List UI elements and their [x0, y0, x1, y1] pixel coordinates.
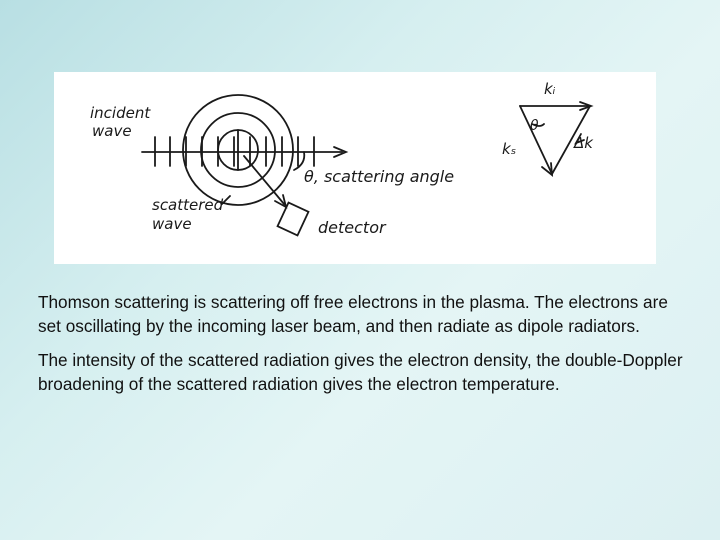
- ks-vector-label: kₛ: [502, 140, 517, 158]
- body-text: [38, 290, 688, 406]
- scattering-angle-label: θ, scattering angle: [304, 167, 455, 186]
- ki-vector-label: kᵢ: [544, 80, 556, 98]
- incident-label-line1: incident: [90, 104, 151, 122]
- diagram-drawing: [54, 72, 656, 264]
- scattering-direction-arrow: [244, 156, 284, 204]
- paragraph-density-temperature: The intensity of the scattered radiation gives the electron density, the double-Doppler broadening of the scattered radiation gives the electron temperature.: [38, 350, 683, 394]
- incident-label-line2: wave: [92, 122, 132, 140]
- detector-label: detector: [318, 218, 386, 237]
- scattered-label-line1: scattered: [152, 196, 224, 214]
- theta-label: θ: [530, 118, 539, 134]
- paragraph-thomson-scattering: Thomson scattering is scattering off free electrons in the plasma. The electrons are set oscillating by the incoming laser beam, and then radiate as dipole radiators.: [38, 292, 668, 336]
- scattering-angle-arc: [294, 152, 304, 170]
- delta-k-label: Δk: [574, 134, 593, 152]
- scattered-label-line2: wave: [152, 215, 192, 233]
- thomson-scattering-diagram: [54, 72, 656, 264]
- detector-box: [278, 203, 309, 236]
